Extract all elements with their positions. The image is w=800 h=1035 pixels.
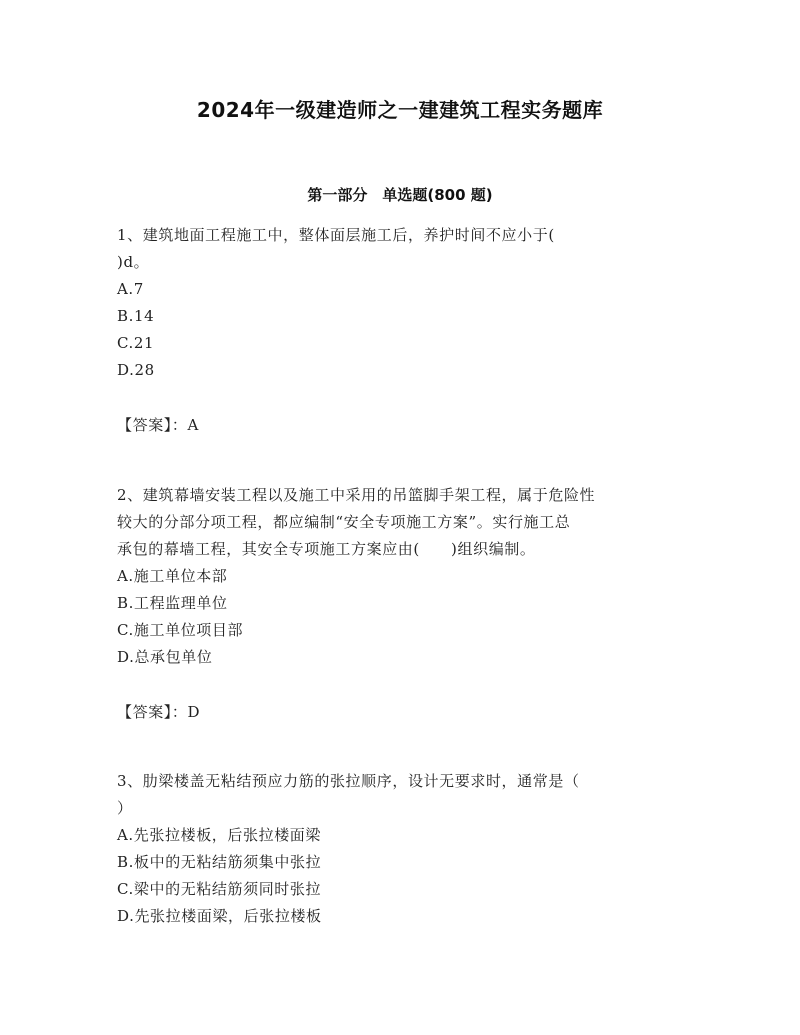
question-1-option-c: C.21 — [117, 334, 155, 352]
question-2-stem-line-1: 2、建筑幕墙安装工程以及施工中采用的吊篮脚手架工程，属于危险性 — [117, 486, 596, 504]
question-1-stem-line-2: )d。 — [117, 253, 150, 271]
question-2-option-b: B.工程监理单位 — [117, 594, 228, 612]
answer-text: 【答案】：A — [117, 416, 199, 434]
question-2-option-d: D.总承包单位 — [117, 648, 213, 666]
question-3-option-b: B.板中的无粘结筋须集中张拉 — [117, 853, 322, 871]
question-3-option-a: A.先张拉楼板，后张拉楼面梁 — [117, 826, 322, 844]
answer-text: 【答案】：D — [117, 703, 201, 721]
question-3 — [117, 768, 697, 930]
question-1-option-a: A.7 — [117, 280, 144, 298]
question-3-option-d: D.先张拉楼面梁，后张拉楼板 — [117, 907, 322, 925]
document-title: 2024年一级建造师之一建建筑工程实务题库 — [196, 98, 604, 122]
question-3-stem-line-2: ） — [117, 799, 133, 817]
question-2-stem-line-3: 承包的幕墙工程，其安全专项施工方案应由( )组织编制。 — [117, 540, 536, 558]
question-2-answer — [117, 699, 697, 726]
question-2-option-c: C.施工单位项目部 — [117, 621, 244, 639]
question-2-stem-line-2: 较大的分部分项工程，都应编制“安全专项施工方案”。实行施工总 — [117, 513, 571, 531]
question-2-option-a: A.施工单位本部 — [117, 567, 228, 585]
question-2 — [117, 482, 697, 671]
question-1-option-d: D.28 — [117, 361, 155, 379]
section-title: 第一部分 单选题(800 题) — [307, 186, 493, 204]
question-1 — [117, 222, 697, 384]
question-3-stem-line-1: 3、肋梁楼盖无粘结预应力筋的张拉顺序，设计无要求时，通常是（ — [117, 772, 580, 790]
question-1-option-b: B.14 — [117, 307, 155, 325]
question-1-answer — [117, 412, 697, 439]
question-3-option-c: C.梁中的无粘结筋须同时张拉 — [117, 880, 322, 898]
question-1-stem-line-1: 1、建筑地面工程施工中，整体面层施工后，养护时间不应小于( — [117, 226, 555, 244]
